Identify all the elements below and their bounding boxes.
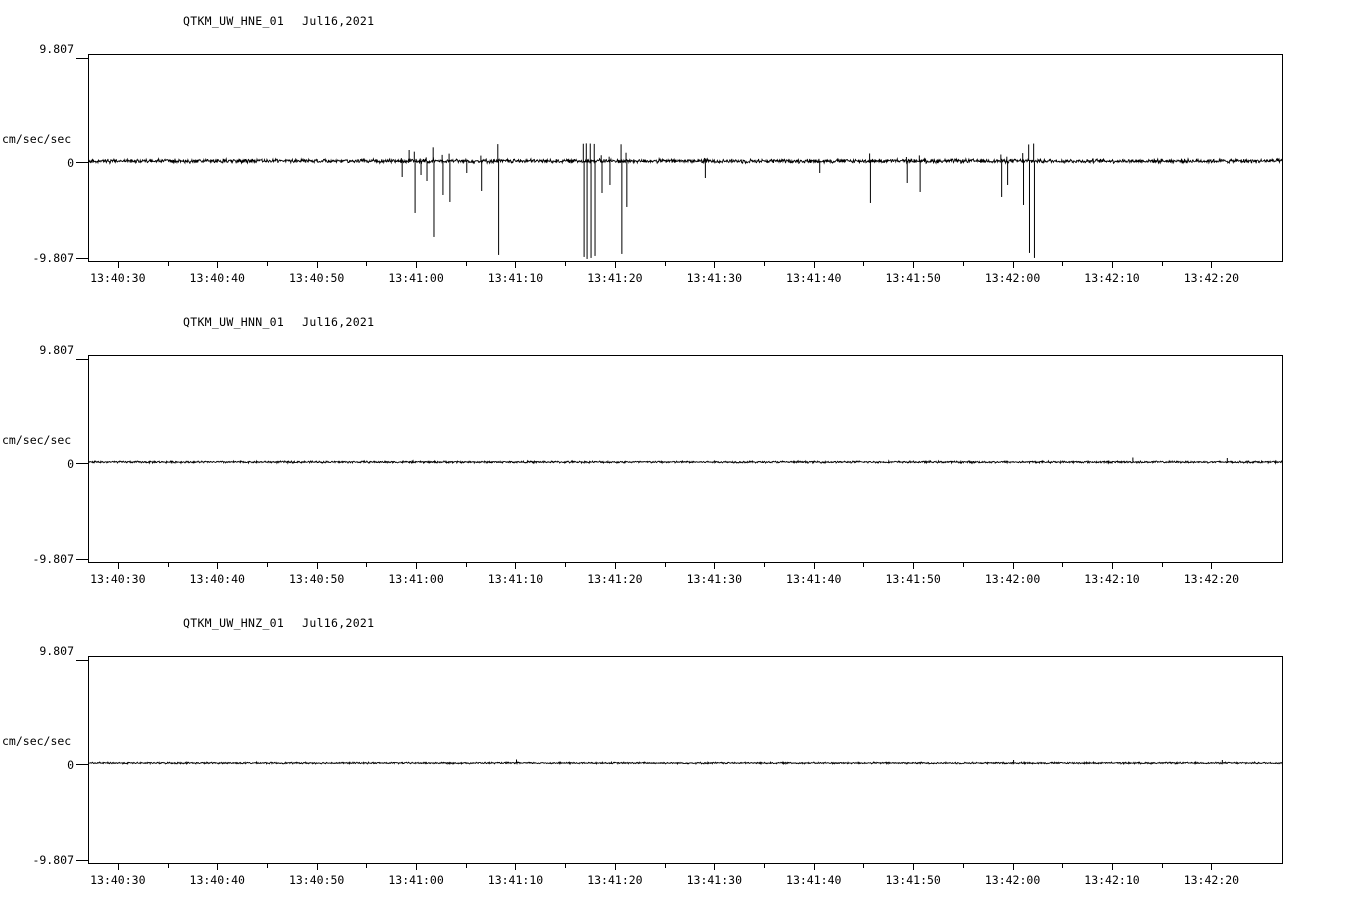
x-tick-label: 13:42:20 <box>1183 271 1240 285</box>
y-axis-units-label-hnz: cm/sec/sec <box>2 734 72 748</box>
x-tick-label: 13:40:30 <box>90 572 146 586</box>
y-tick-mark-bottom-hnz <box>76 860 88 861</box>
x-tick-mark-minor <box>863 864 864 868</box>
y-tick-bottom-hnz: -9.807 <box>32 853 74 867</box>
x-tick-label: 13:42:10 <box>1084 873 1140 887</box>
panel-title-hnz <box>183 616 374 630</box>
x-tick-label: 13:41:50 <box>885 572 941 586</box>
x-tick-mark <box>217 262 218 268</box>
panel-station-label: QTKM_UW_HNE_01 <box>183 14 285 28</box>
x-axis-hne <box>88 262 1283 302</box>
x-tick-mark <box>1211 864 1212 870</box>
x-tick-mark <box>1211 262 1212 268</box>
x-tick-mark <box>1013 563 1014 569</box>
x-tick-mark <box>714 262 715 268</box>
x-tick-label: 13:41:10 <box>487 271 544 285</box>
x-tick-label: 13:40:40 <box>189 271 245 285</box>
x-tick-mark <box>1112 262 1113 268</box>
x-tick-mark-minor <box>168 563 169 567</box>
x-tick-mark-minor <box>366 262 367 266</box>
x-tick-mark <box>615 262 616 268</box>
x-tick-label: 13:41:20 <box>587 271 643 285</box>
x-tick-mark <box>814 563 815 569</box>
x-tick-mark-minor <box>366 864 367 868</box>
y-axis-units-label-hne: cm/sec/sec <box>2 132 72 146</box>
x-tick-label: 13:40:50 <box>288 873 345 887</box>
y-tick-top-hne: 9.807 <box>39 42 74 56</box>
x-tick-mark-minor <box>665 563 666 567</box>
panel-station-label: QTKM_UW_HNZ_01 <box>183 616 285 630</box>
y-tick-mark-mid-hnz <box>76 764 88 765</box>
x-tick-mark-minor <box>1162 864 1163 868</box>
x-tick-label: 13:40:30 <box>90 873 146 887</box>
y-tick-bottom-hnn: -9.807 <box>32 552 74 566</box>
x-tick-mark <box>416 864 417 870</box>
x-tick-label: 13:42:00 <box>984 572 1041 586</box>
x-tick-label: 13:41:00 <box>388 873 444 887</box>
x-tick-mark <box>615 864 616 870</box>
x-tick-mark-minor <box>1062 864 1063 868</box>
plot-frame-hnn <box>88 355 1283 563</box>
x-tick-mark <box>913 262 914 268</box>
y-tick-mark-mid-hne <box>76 162 88 163</box>
x-tick-mark <box>1112 864 1113 870</box>
x-tick-label: 13:42:20 <box>1183 873 1240 887</box>
x-tick-mark <box>1013 864 1014 870</box>
x-tick-label: 13:41:30 <box>686 572 743 586</box>
x-tick-mark <box>317 563 318 569</box>
x-tick-label: 13:42:10 <box>1084 271 1140 285</box>
x-tick-mark <box>416 563 417 569</box>
plot-frame-hnz <box>88 656 1283 864</box>
panel-station-label: QTKM_UW_HNN_01 <box>183 315 285 329</box>
x-tick-mark-minor <box>764 262 765 266</box>
x-tick-label: 13:41:10 <box>487 572 544 586</box>
x-tick-mark-minor <box>963 262 964 266</box>
x-tick-mark <box>1211 563 1212 569</box>
x-tick-label: 13:42:20 <box>1183 572 1240 586</box>
waveform-trace-hnz <box>89 657 1282 863</box>
y-tick-top-hnz: 9.807 <box>39 644 74 658</box>
x-tick-mark <box>317 864 318 870</box>
x-tick-label: 13:42:10 <box>1084 572 1140 586</box>
panel-title-hne <box>183 14 374 28</box>
x-tick-mark <box>714 563 715 569</box>
y-tick-mid-hnz: 0 <box>67 758 74 772</box>
x-tick-mark-minor <box>466 262 467 266</box>
x-tick-mark-minor <box>168 262 169 266</box>
y-tick-mark-mid-hnn <box>76 463 88 464</box>
x-tick-mark-minor <box>665 262 666 266</box>
panel-date-label: Jul16,2021 <box>302 315 375 329</box>
y-tick-mid-hnn: 0 <box>67 457 74 471</box>
y-tick-top-hnn: 9.807 <box>39 343 74 357</box>
x-tick-mark-minor <box>168 864 169 868</box>
x-tick-mark <box>515 563 516 569</box>
x-tick-mark <box>118 864 119 870</box>
x-tick-label: 13:41:20 <box>587 873 643 887</box>
x-tick-label: 13:40:40 <box>189 572 245 586</box>
x-tick-mark <box>217 563 218 569</box>
waveform-trace-hnn <box>89 356 1282 562</box>
x-tick-mark-minor <box>1162 262 1163 266</box>
x-tick-mark <box>1013 262 1014 268</box>
seismogram-panel-hne <box>0 14 1358 304</box>
x-tick-label: 13:41:40 <box>786 572 842 586</box>
y-tick-mark-top-hne <box>76 58 88 59</box>
x-tick-label: 13:41:00 <box>388 271 444 285</box>
x-tick-label: 13:40:50 <box>288 572 345 586</box>
x-tick-mark <box>515 262 516 268</box>
x-tick-mark <box>118 563 119 569</box>
x-tick-label: 13:41:30 <box>686 271 743 285</box>
panel-date-label: Jul16,2021 <box>302 616 375 630</box>
x-tick-mark <box>515 864 516 870</box>
x-tick-label: 13:41:30 <box>686 873 743 887</box>
x-tick-mark-minor <box>764 864 765 868</box>
x-tick-mark-minor <box>1062 563 1063 567</box>
x-tick-mark-minor <box>267 864 268 868</box>
x-tick-mark <box>217 864 218 870</box>
x-tick-mark-minor <box>764 563 765 567</box>
seismogram-panel-hnz <box>0 616 1358 906</box>
x-tick-mark-minor <box>565 864 566 868</box>
x-tick-mark-minor <box>267 563 268 567</box>
x-tick-mark-minor <box>963 563 964 567</box>
plot-frame-hne <box>88 54 1283 262</box>
x-tick-mark <box>913 563 914 569</box>
panel-date-label: Jul16,2021 <box>302 14 375 28</box>
x-tick-label: 13:42:00 <box>984 873 1041 887</box>
panel-title-hnn <box>183 315 374 329</box>
x-tick-label: 13:41:40 <box>786 873 842 887</box>
y-tick-mark-top-hnz <box>76 660 88 661</box>
waveform-trace-hne <box>89 55 1282 261</box>
y-tick-mid-hne: 0 <box>67 156 74 170</box>
x-axis-hnz <box>88 864 1283 904</box>
x-tick-mark-minor <box>863 262 864 266</box>
x-tick-mark <box>615 563 616 569</box>
x-tick-mark-minor <box>366 563 367 567</box>
x-tick-mark-minor <box>565 262 566 266</box>
x-tick-mark <box>416 262 417 268</box>
x-tick-mark-minor <box>1162 563 1163 567</box>
x-tick-mark <box>317 262 318 268</box>
x-tick-label: 13:41:20 <box>587 572 643 586</box>
x-tick-mark <box>814 262 815 268</box>
x-tick-mark <box>118 262 119 268</box>
x-tick-mark-minor <box>963 864 964 868</box>
x-tick-mark-minor <box>466 864 467 868</box>
x-tick-mark-minor <box>565 563 566 567</box>
x-tick-label: 13:42:00 <box>984 271 1041 285</box>
x-tick-mark-minor <box>863 563 864 567</box>
x-tick-mark <box>714 864 715 870</box>
x-tick-label: 13:41:40 <box>786 271 842 285</box>
y-axis-units-label-hnn: cm/sec/sec <box>2 433 72 447</box>
x-tick-label: 13:41:50 <box>885 271 941 285</box>
y-tick-bottom-hne: -9.807 <box>32 251 74 265</box>
x-tick-label: 13:40:40 <box>189 873 245 887</box>
y-tick-mark-bottom-hne <box>76 258 88 259</box>
x-tick-mark <box>1112 563 1113 569</box>
x-tick-mark-minor <box>267 262 268 266</box>
y-tick-mark-top-hnn <box>76 359 88 360</box>
x-tick-mark-minor <box>466 563 467 567</box>
seismogram-panel-hnn <box>0 315 1358 605</box>
x-tick-label: 13:41:00 <box>388 572 444 586</box>
x-tick-label: 13:41:50 <box>885 873 941 887</box>
x-tick-mark-minor <box>1062 262 1063 266</box>
y-tick-mark-bottom-hnn <box>76 559 88 560</box>
x-tick-label: 13:40:50 <box>288 271 345 285</box>
x-tick-mark-minor <box>665 864 666 868</box>
x-tick-label: 13:40:30 <box>90 271 146 285</box>
x-tick-mark <box>814 864 815 870</box>
x-axis-hnn <box>88 563 1283 603</box>
x-tick-mark <box>913 864 914 870</box>
x-tick-label: 13:41:10 <box>487 873 544 887</box>
